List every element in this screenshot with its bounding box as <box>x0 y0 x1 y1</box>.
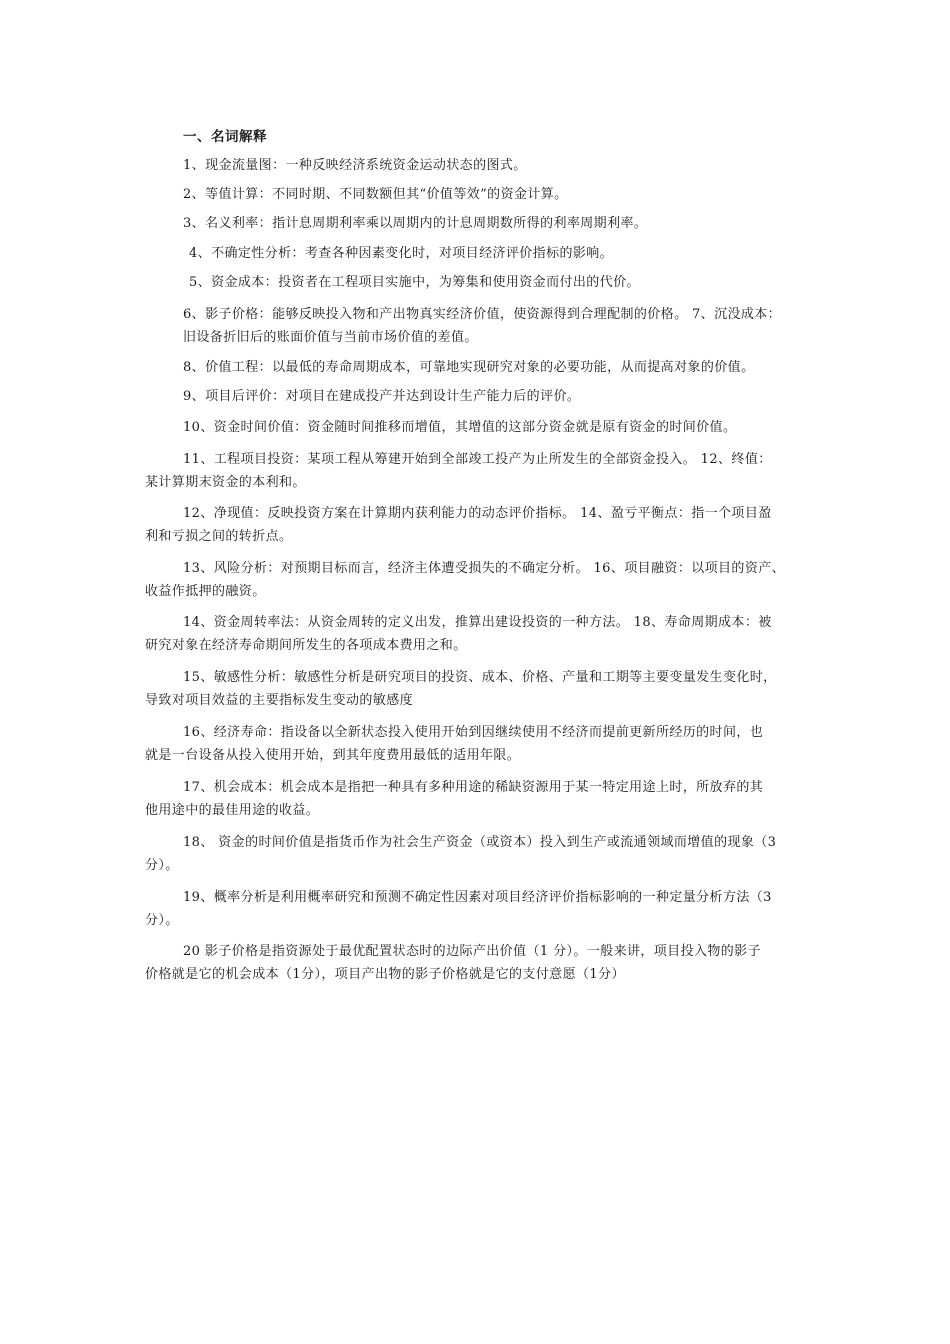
definition-line: 10、资金时间价值：资金随时间推移而增值，其增值的这部分资金就是原有资金的时间价值。 <box>183 420 737 435</box>
definition-line: 利和亏损之间的转折点。 <box>145 529 293 544</box>
definition-line: 6、影子价格：能够反映投入物和产出物真实经济价值，使资源得到合理配制的价格。 7、沉没成本： <box>183 307 782 322</box>
definition-line: 4、不确定性分析：考查各种因素变化时，对项目经济评价指标的影响。 <box>189 246 614 261</box>
definition-line: 17、机会成本：机会成本是指把一种具有多种用途的稀缺资源用于某一特定用途上时，所放弃的其 <box>183 780 764 795</box>
definition-line: 研究对象在经济寿命期间所发生的各项成本费用之和。 <box>145 638 467 653</box>
definition-line: 8、价值工程：以最低的寿命周期成本，可靠地实现研究对象的必要功能，从而提高对象的价值。 <box>183 360 755 375</box>
section-heading: 一、名词解释 <box>183 129 267 145</box>
definition-line: 导致对项目效益的主要指标发生变动的敏感度 <box>145 693 414 708</box>
definition-line: 他用途中的最佳用途的收益。 <box>145 803 320 818</box>
definition-line: 5、资金成本：投资者在工程项目实施中，为筹集和使用资金而付出的代价。 <box>189 275 640 290</box>
definition-line: 分）。 <box>145 913 179 928</box>
definition-line: 19、概率分析是利用概率研究和预测不确定性因素对项目经济评价指标影响的一种定量分析方法（3 <box>183 890 772 905</box>
definition-line: 3、名义利率：指计息周期利率乘以周期内的计息周期数所得的利率周期利率。 <box>183 216 648 231</box>
definition-line: 18、 资金的时间价值是指货币作为社会生产资金（或资本）投入到生产或流通领域而增值的现象（3 <box>183 835 777 850</box>
definition-line: 15、敏感性分析：敏感性分析是研究项目的投资、成本、价格、产量和工期等主要变量发生变化时， <box>183 670 777 685</box>
definition-line: 20 影子价格是指资源处于最优配置状态时的边际产出价值（1 分）。一般来讲，项目投入物的影子 <box>183 944 761 959</box>
definition-line: 14、资金周转率法：从资金周转的定义出发，推算出建设投资的一种方法。 18、寿命周期成本：被 <box>183 615 772 630</box>
definition-line: 13、风险分析：对预期目标而言，经济主体遭受损失的不确定分析。 16、项目融资：以项目的资产、 <box>183 561 786 576</box>
definition-line: 2、等值计算：不同时期、不同数额但其“价值等效”的资金计算。 <box>183 187 568 202</box>
definition-line: 旧设备折旧后的账面价值与当前市场价值的差值。 <box>183 330 478 345</box>
definition-line: 1、现金流量图：一种反映经济系统资金运动状态的图式。 <box>183 158 527 173</box>
definition-line: 收益作抵押的融资。 <box>145 584 266 599</box>
definition-line: 某计算期末资金的本利和。 <box>145 475 306 490</box>
definition-line: 16、经济寿命：指设备以全新状态投入使用开始到因继续使用不经济而提前更新所经历的时间，也 <box>183 725 764 740</box>
definition-line: 9、项目后评价：对项目在建成投产并达到设计生产能力后的评价。 <box>183 389 581 404</box>
definition-line: 11、工程项目投资：某项工程从筹建开始到全部竣工投产为止所发生的全部资金投入。 12、终值： <box>183 452 772 467</box>
definition-line: 就是一台设备从投入使用开始，到其年度费用最低的适用年限。 <box>145 748 521 763</box>
definition-line: 12、净现值：反映投资方案在计算期内获利能力的动态评价指标。 14、盈亏平衡点：指一个项目盈 <box>183 506 772 521</box>
definition-line: 分）。 <box>145 858 179 873</box>
definition-line: 价格就是它的机会成本（1分），项目产出物的影子价格就是它的支付意愿（1分） <box>145 967 625 982</box>
